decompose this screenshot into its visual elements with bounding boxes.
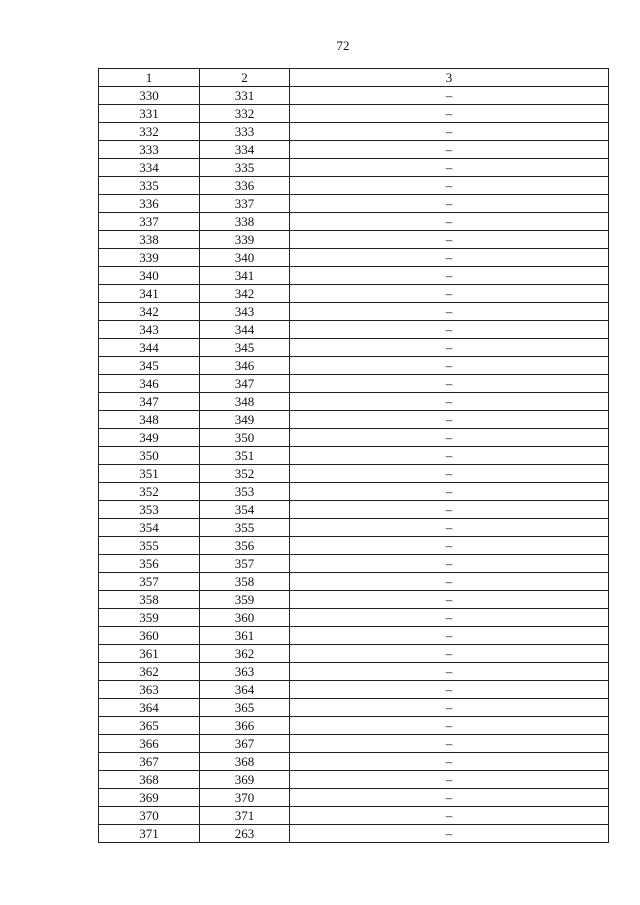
table-cell-col-2: 355 [200, 519, 290, 537]
table-cell-col-3: – [290, 609, 609, 627]
table-cell-col-2: 359 [200, 591, 290, 609]
table-cell-col-2: 349 [200, 411, 290, 429]
table-cell-col-2: 341 [200, 267, 290, 285]
table-cell-col-3: – [290, 357, 609, 375]
table-cell-col-2: 263 [200, 825, 290, 843]
table-cell-col-2: 345 [200, 339, 290, 357]
table-cell-col-1: 356 [99, 555, 200, 573]
table-cell-col-1: 365 [99, 717, 200, 735]
table-cell-col-1: 354 [99, 519, 200, 537]
table-row [99, 609, 609, 627]
table-cell-col-3: – [290, 213, 609, 231]
table-row [99, 249, 609, 267]
table-row [99, 231, 609, 249]
table-cell-col-2: 347 [200, 375, 290, 393]
table-row [99, 591, 609, 609]
table-cell-col-3: – [290, 159, 609, 177]
table-cell-col-3: – [290, 645, 609, 663]
table-row [99, 501, 609, 519]
table-cell-col-2: 332 [200, 105, 290, 123]
table-row [99, 177, 609, 195]
table-cell-col-2: 371 [200, 807, 290, 825]
table-row [99, 303, 609, 321]
table-cell-col-3: – [290, 465, 609, 483]
table-cell-col-1: 343 [99, 321, 200, 339]
table-cell-col-2: 369 [200, 771, 290, 789]
table-cell-col-3: – [290, 825, 609, 843]
table-cell-col-1: 351 [99, 465, 200, 483]
table-cell-col-2: 348 [200, 393, 290, 411]
table-cell-col-3: – [290, 285, 609, 303]
table-cell-col-1: 331 [99, 105, 200, 123]
table-row [99, 825, 609, 843]
table-row [99, 789, 609, 807]
table-cell-col-2: 364 [200, 681, 290, 699]
table-row [99, 519, 609, 537]
table-cell-col-1: 345 [99, 357, 200, 375]
table-cell-col-3: – [290, 681, 609, 699]
table-row [99, 375, 609, 393]
table-cell-col-3: – [290, 177, 609, 195]
table-row [99, 159, 609, 177]
table-cell-col-3: – [290, 789, 609, 807]
table-cell-col-3: – [290, 105, 609, 123]
data-table [98, 68, 609, 843]
table-cell-col-2: 367 [200, 735, 290, 753]
table-cell-col-3: – [290, 483, 609, 501]
table-row [99, 411, 609, 429]
table-row [99, 555, 609, 573]
table-cell-col-1: 361 [99, 645, 200, 663]
table-cell-col-3: – [290, 717, 609, 735]
table-cell-col-3: – [290, 195, 609, 213]
table-body [99, 87, 609, 843]
table-row [99, 321, 609, 339]
table-cell-col-2: 350 [200, 429, 290, 447]
table-cell-col-3: – [290, 699, 609, 717]
table-cell-col-3: – [290, 123, 609, 141]
column-header-1: 1 [99, 69, 200, 87]
table-cell-col-1: 362 [99, 663, 200, 681]
table-cell-col-3: – [290, 753, 609, 771]
table-row [99, 663, 609, 681]
table-row [99, 87, 609, 105]
table-cell-col-1: 363 [99, 681, 200, 699]
table-cell-col-2: 334 [200, 141, 290, 159]
table-cell-col-1: 368 [99, 771, 200, 789]
table-cell-col-1: 339 [99, 249, 200, 267]
table-cell-col-1: 367 [99, 753, 200, 771]
table-cell-col-2: 343 [200, 303, 290, 321]
table-cell-col-2: 337 [200, 195, 290, 213]
table-row [99, 141, 609, 159]
table-row [99, 339, 609, 357]
table-cell-col-3: – [290, 231, 609, 249]
table-cell-col-3: – [290, 249, 609, 267]
table-row [99, 483, 609, 501]
table-cell-col-1: 334 [99, 159, 200, 177]
table-cell-col-3: – [290, 663, 609, 681]
table-cell-col-2: 331 [200, 87, 290, 105]
column-header-2: 2 [200, 69, 290, 87]
table-row [99, 357, 609, 375]
table-cell-col-2: 365 [200, 699, 290, 717]
table-cell-col-3: – [290, 573, 609, 591]
table-cell-col-1: 330 [99, 87, 200, 105]
table-row [99, 267, 609, 285]
table-cell-col-1: 353 [99, 501, 200, 519]
table-row [99, 771, 609, 789]
table-cell-col-2: 361 [200, 627, 290, 645]
table-cell-col-2: 338 [200, 213, 290, 231]
table-cell-col-1: 349 [99, 429, 200, 447]
table-row [99, 627, 609, 645]
table-cell-col-3: – [290, 303, 609, 321]
table-cell-col-3: – [290, 807, 609, 825]
table-cell-col-1: 357 [99, 573, 200, 591]
table-cell-col-2: 351 [200, 447, 290, 465]
table-cell-col-2: 354 [200, 501, 290, 519]
table-cell-col-1: 341 [99, 285, 200, 303]
table-cell-col-2: 336 [200, 177, 290, 195]
table-cell-col-2: 363 [200, 663, 290, 681]
table-cell-col-1: 333 [99, 141, 200, 159]
table-cell-col-3: – [290, 339, 609, 357]
table-cell-col-1: 358 [99, 591, 200, 609]
table-cell-col-2: 366 [200, 717, 290, 735]
table-cell-col-2: 362 [200, 645, 290, 663]
table-cell-col-1: 338 [99, 231, 200, 249]
table-cell-col-3: – [290, 411, 609, 429]
table-cell-col-3: – [290, 321, 609, 339]
table-cell-col-2: 339 [200, 231, 290, 249]
table-cell-col-2: 352 [200, 465, 290, 483]
table-cell-col-2: 370 [200, 789, 290, 807]
table-cell-col-3: – [290, 87, 609, 105]
table-cell-col-1: 370 [99, 807, 200, 825]
table-cell-col-2: 358 [200, 573, 290, 591]
table-cell-col-2: 340 [200, 249, 290, 267]
table-cell-col-2: 356 [200, 537, 290, 555]
table-row [99, 123, 609, 141]
table-row [99, 753, 609, 771]
table-cell-col-2: 342 [200, 285, 290, 303]
table-cell-col-1: 332 [99, 123, 200, 141]
table-cell-col-1: 371 [99, 825, 200, 843]
table-cell-col-1: 366 [99, 735, 200, 753]
table-row [99, 213, 609, 231]
table-row [99, 195, 609, 213]
table-cell-col-1: 364 [99, 699, 200, 717]
table-cell-col-2: 346 [200, 357, 290, 375]
table-row [99, 699, 609, 717]
table-cell-col-1: 337 [99, 213, 200, 231]
table-cell-col-3: – [290, 447, 609, 465]
column-header-3: 3 [290, 69, 609, 87]
table-cell-col-3: – [290, 555, 609, 573]
table-cell-col-3: – [290, 375, 609, 393]
table-cell-col-3: – [290, 771, 609, 789]
table-cell-col-1: 348 [99, 411, 200, 429]
table-cell-col-1: 355 [99, 537, 200, 555]
table-cell-col-1: 350 [99, 447, 200, 465]
table-row [99, 573, 609, 591]
table-cell-col-1: 352 [99, 483, 200, 501]
table-row [99, 429, 609, 447]
table-cell-col-1: 336 [99, 195, 200, 213]
table-row [99, 447, 609, 465]
table-row [99, 735, 609, 753]
table-cell-col-3: – [290, 141, 609, 159]
table-cell-col-3: – [290, 267, 609, 285]
table-row [99, 807, 609, 825]
table-header-row [99, 69, 609, 87]
table-row [99, 537, 609, 555]
table-row [99, 681, 609, 699]
table-cell-col-2: 344 [200, 321, 290, 339]
table-row [99, 393, 609, 411]
table-cell-col-2: 357 [200, 555, 290, 573]
table-cell-col-1: 346 [99, 375, 200, 393]
table-row [99, 717, 609, 735]
table-cell-col-2: 368 [200, 753, 290, 771]
table-cell-col-1: 335 [99, 177, 200, 195]
table-cell-col-2: 353 [200, 483, 290, 501]
table-cell-col-2: 335 [200, 159, 290, 177]
table-cell-col-3: – [290, 501, 609, 519]
table-cell-col-3: – [290, 627, 609, 645]
table-row [99, 645, 609, 663]
table-row [99, 105, 609, 123]
table-cell-col-2: 333 [200, 123, 290, 141]
page-number: 72 [336, 38, 350, 53]
table-row [99, 465, 609, 483]
table-cell-col-3: – [290, 393, 609, 411]
table-row [99, 285, 609, 303]
table-cell-col-1: 344 [99, 339, 200, 357]
table-cell-col-3: – [290, 591, 609, 609]
table-cell-col-3: – [290, 537, 609, 555]
table-cell-col-1: 360 [99, 627, 200, 645]
table-cell-col-1: 347 [99, 393, 200, 411]
table-cell-col-3: – [290, 519, 609, 537]
table-cell-col-1: 369 [99, 789, 200, 807]
table-cell-col-1: 359 [99, 609, 200, 627]
table-cell-col-1: 340 [99, 267, 200, 285]
table-cell-col-1: 342 [99, 303, 200, 321]
table-cell-col-2: 360 [200, 609, 290, 627]
table-cell-col-3: – [290, 735, 609, 753]
table-cell-col-3: – [290, 429, 609, 447]
